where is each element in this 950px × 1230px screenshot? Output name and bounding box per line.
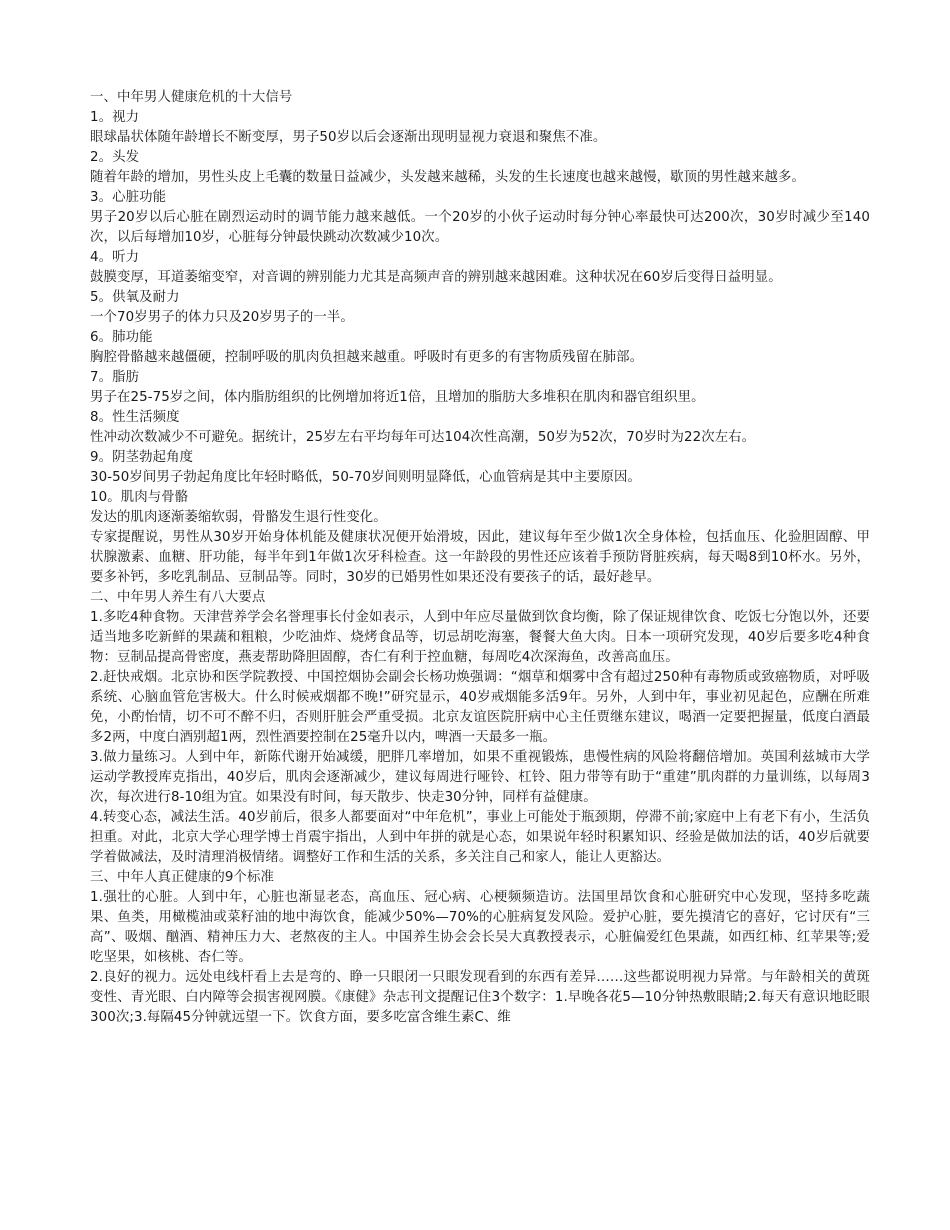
- paragraph: 男子20岁以后心脏在剧烈运动时的调节能力越来越低。一个20岁的小伙子运动时每分钟心率最快可达200次，30岁时减少至140次，以后每增加10岁，心脏每分钟最快跳动次数减少10次。: [90, 210, 870, 245]
- document-body: [90, 88, 870, 1028]
- paragraph: 30-50岁间男子勃起角度比年轻时略低，50-70岁间则明显降低，心血管病是其中主要原因。: [90, 470, 641, 485]
- paragraph: 男子在25-75岁之间，体内脂肪组织的比例增加将近1倍，且增加的脂肪大多堆积在肌肉和器官组织里。: [90, 390, 705, 405]
- subheading-fat: 7。脂肪: [90, 370, 140, 385]
- subheading-vision: 1。视力: [90, 110, 140, 125]
- paragraph: 性冲动次数减少不可避免。据统计，25岁左右平均每年可达104次性高潮，50岁为52次，70岁时为22次左右。: [90, 430, 756, 445]
- section-heading-1: 一、中年男人健康危机的十大信号: [90, 90, 293, 105]
- subheading-hearing: 4。听力: [90, 250, 140, 265]
- paragraph: 一个70岁男子的体力只及20岁男子的一半。: [90, 310, 354, 325]
- subheading-angle: 9。阴茎勃起角度: [90, 450, 194, 465]
- paragraph-point-3: 3.做力量练习。人到中年，新陈代谢开始减缓，肥胖几率增加，如果不重视锻炼，患慢性病的风险将翻倍增加。英国利兹城市大学运动学教授库克指出，40岁后，肌肉会逐渐减少，建议每周进行哑铃、杠铃、阻力带等有助于“重建”肌肉群的力量训练，以每周3次，每次进行8-10组为宜。如果没有时间，每天散步、快走30分钟，同样有益健康。: [90, 750, 870, 805]
- subheading-hair: 2。头发: [90, 150, 140, 165]
- subheading-endurance: 5。供氧及耐力: [90, 290, 180, 305]
- paragraph-point-1: 1.多吃4种食物。天津营养学会名誉理事长付金如表示，人到中年应尽量做到饮食均衡，除了保证规律饮食、吃饭七分饱以外，还要适当地多吃新鲜的果蔬和粗粮，少吃油炸、烧烤食品等，切忌胡吃海塞，餐餐大鱼大肉。日本一项研究发现，40岁后要多吃4种食物：豆制品提高骨密度，燕麦帮助降胆固醇，杏仁有利于控血糖，每周吃4次深海鱼，改善高血压。: [90, 610, 870, 665]
- paragraph: 随着年龄的增加，男性头皮上毛囊的数量日益减少，头发越来越稀，头发的生长速度也越来越慢，歇顶的男性越来越多。: [90, 170, 805, 185]
- subheading-lung: 6。肺功能: [90, 330, 153, 345]
- paragraph-expert-advice: 专家提醒说，男性从30岁开始身体机能及健康状况便开始滑坡，因此，建议每年至少做1次全身体检，包括血压、化验胆固醇、甲状腺激素、血糖、肝功能，每半年到1年做1次牙科检查。这一年龄段的男性还应该着手预防肾脏疾病，每天喝8到10杯水。另外，要多补钙，多吃乳制品、豆制品等。同时，30岁的已婚男性如果还没有要孩子的话，最好趁早。: [90, 530, 870, 585]
- section-heading-3: 三、中年人真正健康的9个标准: [90, 870, 274, 885]
- subheading-heart: 3。心脏功能: [90, 190, 167, 205]
- section-heading-2: 二、中年男人养生有八大要点: [90, 590, 266, 605]
- paragraph-standard-2: 2.良好的视力。远处电线杆看上去是弯的、睁一只眼闭一只眼发现看到的东西有差异……这些都说明视力异常。与年龄相关的黄斑变性、青光眼、白内障等会损害视网膜。《康健》杂志刊文提醒记住3个数字：1.早晚各花5—10分钟热敷眼睛;2.每天有意识地眨眼300次;3.每隔45分钟就远望一下。饮食方面，要多吃富含维生素C、维: [90, 970, 870, 1025]
- subheading-muscle: 10。肌肉与骨骼: [90, 490, 189, 505]
- paragraph: 胸腔骨骼越来越僵硬，控制呼吸的肌肉负担越来越重。呼吸时有更多的有害物质残留在肺部。: [90, 350, 644, 365]
- paragraph: 眼球晶状体随年龄增长不断变厚，男子50岁以后会逐渐出现明显视力衰退和聚焦不准。: [90, 130, 607, 145]
- paragraph-standard-1: 1.强壮的心脏。人到中年，心脏也渐显老态，高血压、冠心病、心梗频频造访。法国里昂饮食和心脏研究中心发现，坚持多吃蔬果、鱼类，用橄榄油或菜籽油的地中海饮食，能减少50%—70%的心脏病复发风险。爱护心脏，要先摸清它的喜好，它讨厌有“三高”、吸烟、酗酒、精神压力大、老熬夜的主人。中国养生协会会长吴大真教授表示，心脏偏爱红色果蔬，如西红柿、红苹果等;爱吃坚果，如核桃、杏仁等。: [90, 890, 870, 965]
- paragraph: 发达的肌肉逐渐萎缩软弱，骨骼发生退行性变化。: [90, 510, 387, 525]
- paragraph: 鼓膜变厚，耳道萎缩变窄，对音调的辨别能力尤其是高频声音的辨别越来越困难。这种状况在60岁后变得日益明显。: [90, 270, 782, 285]
- paragraph-point-2: 2.赶快戒烟。北京协和医学院教授、中国控烟协会副会长杨功焕强调：“烟草和烟雾中含有超过250种有毒物质或致癌物质，对呼吸系统、心脑血管危害极大。什么时候戒烟都不晚!”研究显示，40岁戒烟能多活9年。另外，人到中年，事业初见起色，应酬在所难免，小酌怡情，切不可不醉不归，否则肝脏会严重受损。北京友谊医院肝病中心主任贾继东建议，喝酒一定要把握量，低度白酒最多2两，中度白酒别超1两，烈性酒要控制在25毫升以内，啤酒一天最多一瓶。: [90, 670, 870, 745]
- subheading-frequency: 8。性生活频度: [90, 410, 180, 425]
- paragraph-point-4: 4.转变心态，减法生活。40岁前后，很多人都要面对“中年危机”，事业上可能处于瓶颈期，停滞不前;家庭中上有老下有小，生活负担重。对此，北京大学心理学博士肖震宇指出，人到中年拼的就是心态，如果说年轻时积累知识、经验是做加法的话，40岁后就要学着做减法，及时清理消极情绪。调整好工作和生活的关系，多关注自己和家人，能让人更豁达。: [90, 810, 870, 865]
